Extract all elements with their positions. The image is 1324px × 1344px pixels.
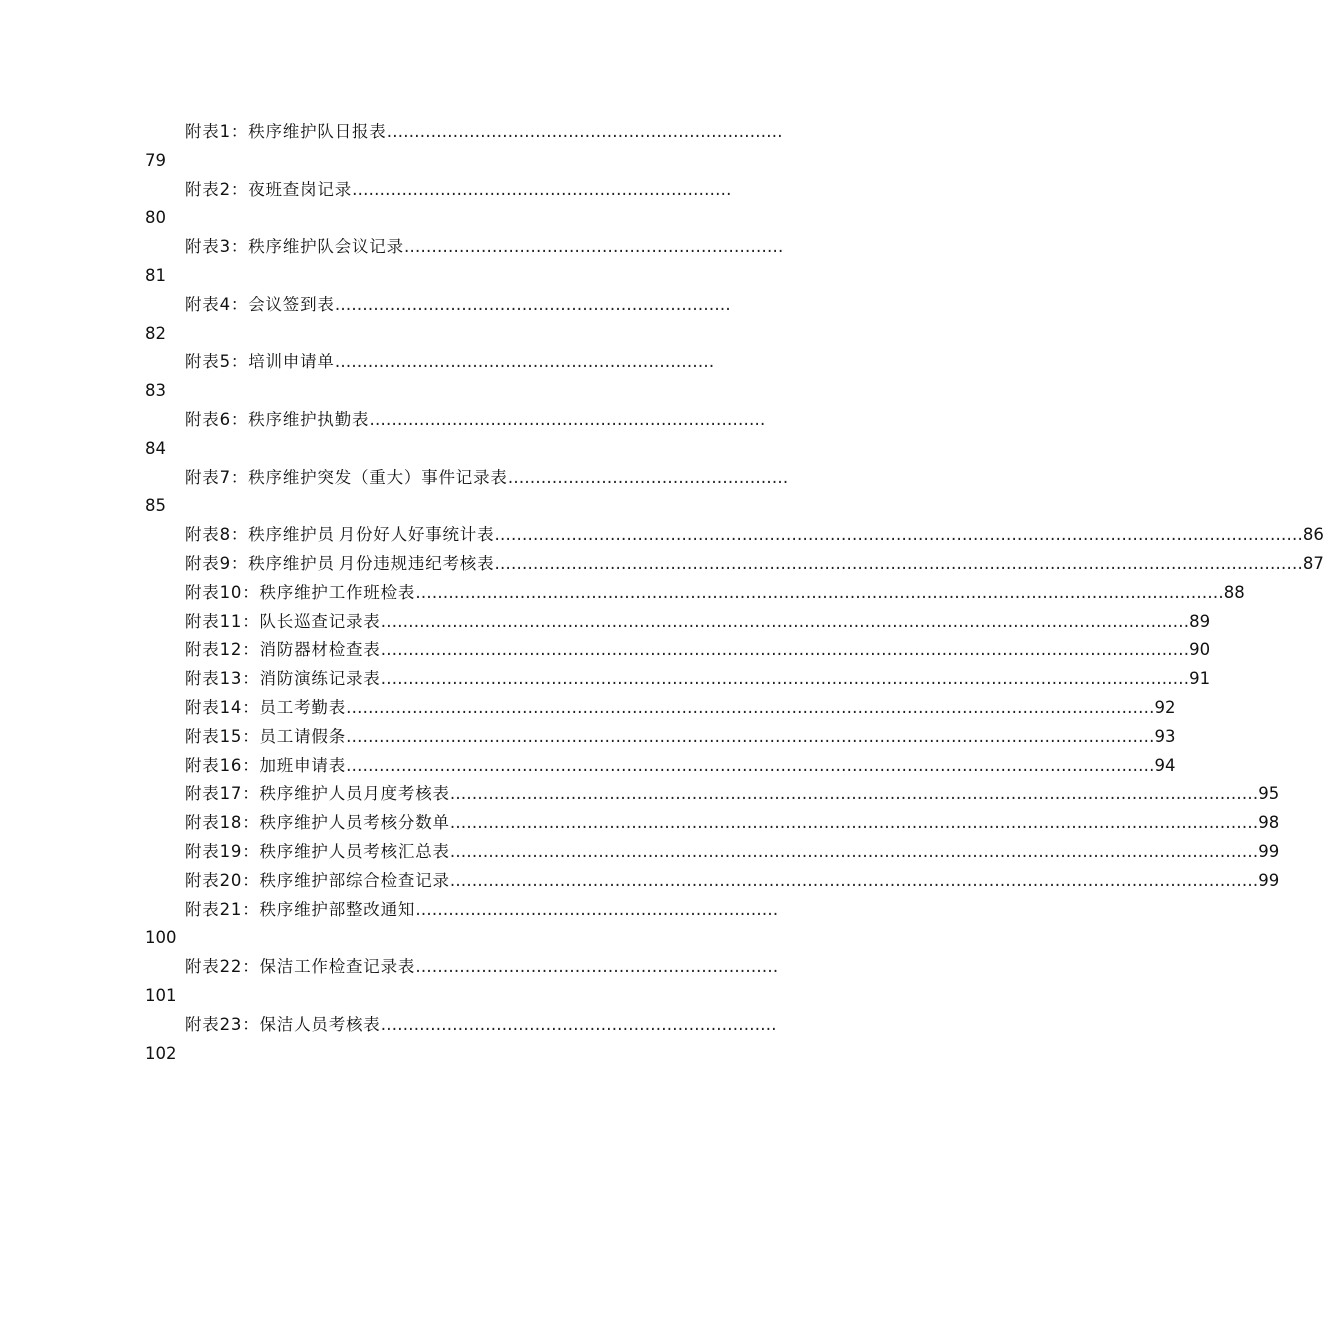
toc-page-number: 101: [145, 985, 177, 1005]
toc-entry-title: 附表3：秩序维护队会议记录: [185, 237, 404, 257]
toc-leader-dots: …………………………………………………………………………………………………………………………………: [380, 669, 1190, 689]
toc-entry-title-suffix: 月份好人好事统计表: [338, 525, 495, 545]
toc-entry-22[interactable]: [145, 953, 825, 982]
toc-leader-dots: ………………………………………………………………: [380, 1014, 777, 1034]
toc-entry-title: 附表12：消防器材检查表: [185, 640, 381, 660]
toc-leader-dots: …………………………………………………………………………………………………………………………………: [346, 697, 1155, 717]
toc-entry-title: 附表22：保洁工作检查记录表: [185, 957, 416, 977]
toc-entry-title: 附表14：员工考勤表: [185, 697, 346, 717]
toc-leader-dots: …………………………………………………………………………………………………………………………………: [449, 813, 1259, 833]
toc-entry-8[interactable]: [145, 521, 1324, 550]
toc-entry-title: 附表17：秩序维护人员月度考核表: [185, 784, 450, 804]
toc-entry-title-prefix: 附表8：秩序维护员: [185, 525, 335, 545]
toc-entry-16[interactable]: [145, 752, 1176, 781]
toc-entry-title: 附表7：秩序维护突发（重大）事件记录表: [185, 467, 508, 487]
toc-entry-title: 附表23：保洁人员考核表: [185, 1014, 381, 1034]
toc-entry-11[interactable]: [145, 608, 1211, 637]
toc-entry-title: 附表21：秩序维护部整改通知: [185, 899, 416, 919]
toc-leader-dots: …………………………………………………………………………………………………………………………………: [449, 784, 1259, 804]
toc-page-number: 84: [145, 438, 166, 458]
toc-entry-title-suffix: 月份违规违纪考核表: [338, 553, 495, 573]
toc-entry-19[interactable]: [145, 838, 1280, 867]
toc-entry-title: 附表13：消防演练记录表: [185, 669, 381, 689]
toc-leader-dots: …………………………………………………………………………………………………………………………………: [415, 582, 1224, 602]
toc-page-number: 82: [145, 323, 166, 343]
toc-page-number: 98: [1258, 813, 1280, 833]
toc-entry-9[interactable]: [145, 550, 1324, 579]
toc-entry-6[interactable]: [145, 406, 825, 435]
toc-page-number: 92: [1154, 697, 1176, 717]
toc-entry-18[interactable]: [145, 809, 1280, 838]
toc-entry-title: 附表1：秩序维护队日报表: [185, 122, 387, 141]
toc-leader-dots: …………………………………………………………………………………………………………………………………: [449, 841, 1259, 861]
toc-leader-dots: …………………………………………………………………………………………………………………………………: [346, 726, 1155, 746]
toc-entry-title: 附表15：员工请假条: [185, 726, 346, 746]
toc-entry-17[interactable]: [145, 780, 1280, 809]
toc-entry-15[interactable]: [145, 723, 1176, 752]
toc-leader-dots: ………………………………………………………………: [386, 122, 783, 141]
toc-leader-dots: ……………………………………………………………: [352, 179, 732, 199]
toc-page-number: 95: [1258, 784, 1280, 804]
toc-leader-dots: …………………………………………………………………………………………………………………………………: [494, 525, 1303, 545]
toc-entry-title-prefix: 附表9：秩序维护员: [185, 553, 335, 573]
toc-page-number: 102: [145, 1043, 177, 1063]
toc-leader-dots: …………………………………………………………: [415, 957, 779, 977]
toc-page-number: 93: [1154, 726, 1176, 746]
toc-entry-3[interactable]: [145, 233, 825, 262]
toc-page-number: 87: [1302, 553, 1324, 573]
toc-page-number: 91: [1189, 669, 1211, 689]
toc-entry-title: 附表18：秩序维护人员考核分数单: [185, 813, 450, 833]
toc-page-number: 89: [1189, 611, 1211, 631]
toc-entry-title: 附表11：队长巡查记录表: [185, 611, 381, 631]
toc-leader-dots: …………………………………………………………………………………………………………………………………: [346, 755, 1155, 775]
toc-entry-title: 附表20：秩序维护部综合检查记录: [185, 870, 450, 890]
toc-entry-title: 附表6：秩序维护执勤表: [185, 409, 370, 429]
toc-entry-14[interactable]: [145, 694, 1176, 723]
toc-entry-1[interactable]: [145, 118, 825, 147]
toc-leader-dots: ……………………………………………………………: [403, 237, 784, 257]
toc-page-number: 80: [145, 208, 166, 228]
toc-entry-20[interactable]: [145, 867, 1280, 896]
toc-page-number: 100: [145, 928, 177, 948]
toc-leader-dots: …………………………………………………………: [415, 899, 779, 919]
toc-page-number: 83: [145, 381, 166, 401]
toc-page-number: 81: [145, 265, 166, 285]
toc-page-number: 85: [145, 496, 166, 516]
toc-leader-dots: ……………………………………………: [507, 467, 789, 487]
toc-entry-title: 附表2：夜班查岗记录: [185, 179, 352, 199]
toc-page-number: 79: [145, 150, 166, 170]
table-of-contents: [145, 118, 1324, 1068]
toc-entry-12[interactable]: [145, 636, 1211, 665]
toc-entry-title: 附表4：会议签到表: [185, 294, 335, 314]
toc-entry-5[interactable]: [145, 348, 825, 377]
toc-entry-13[interactable]: [145, 665, 1211, 694]
toc-entry-21[interactable]: [145, 896, 825, 925]
toc-leader-dots: ………………………………………………………………: [334, 294, 731, 314]
toc-page-number: 86: [1302, 525, 1324, 545]
toc-leader-dots: ………………………………………………………………: [369, 409, 766, 429]
toc-page-number: 88: [1223, 582, 1245, 602]
toc-entry-title: 附表19：秩序维护人员考核汇总表: [185, 841, 450, 861]
toc-entry-10[interactable]: [145, 579, 1245, 608]
toc-page-number: 99: [1258, 870, 1280, 890]
toc-entry-title: 附表5：培训申请单: [185, 352, 335, 372]
toc-leader-dots: …………………………………………………………………………………………………………………………………: [380, 611, 1190, 631]
toc-page-number: 90: [1189, 640, 1211, 660]
toc-entry-7[interactable]: [145, 464, 825, 493]
toc-leader-dots: …………………………………………………………………………………………………………………………………: [494, 553, 1303, 573]
toc-leader-dots: ……………………………………………………………: [334, 352, 715, 372]
toc-leader-dots: …………………………………………………………………………………………………………………………………: [380, 640, 1190, 660]
toc-entry-title: 附表10：秩序维护工作班检表: [185, 582, 416, 602]
toc-leader-dots: …………………………………………………………………………………………………………………………………: [449, 870, 1259, 890]
toc-entry-title: 附表16：加班申请表: [185, 755, 346, 775]
toc-entry-4[interactable]: [145, 291, 825, 320]
toc-page-number: 99: [1258, 841, 1280, 861]
toc-entry-2[interactable]: [145, 176, 825, 205]
toc-page-number: 94: [1154, 755, 1176, 775]
toc-entry-23[interactable]: [145, 1011, 825, 1040]
